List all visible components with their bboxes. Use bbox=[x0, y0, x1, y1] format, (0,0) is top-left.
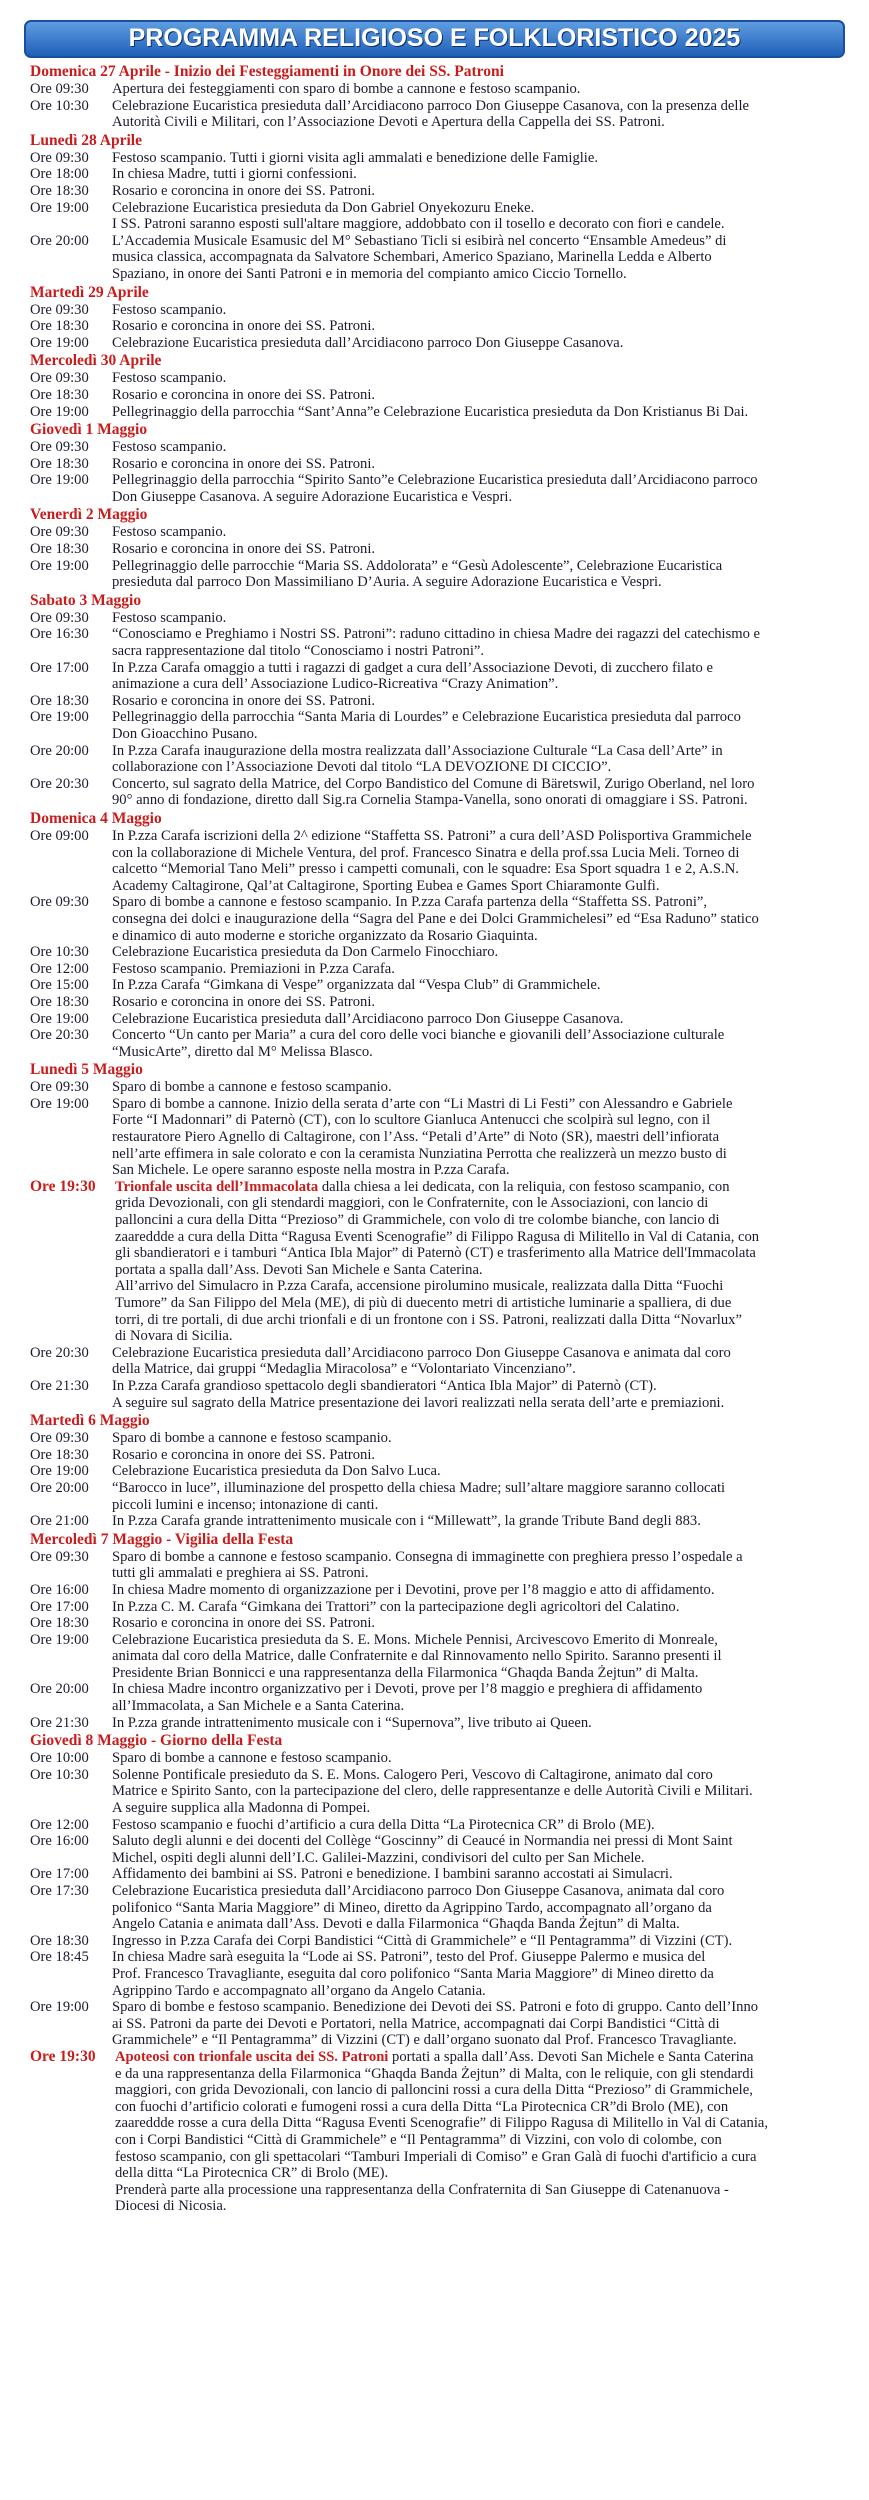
event-description bbox=[112, 1582, 850, 1599]
day-title: Giovedì 8 Maggio - Giorno della Festa bbox=[30, 1732, 283, 1750]
event-text: Festoso scampanio. Tutti i giorni visita agli ammalati e benedizione delle Famiglie. bbox=[112, 149, 598, 166]
day-title: Venerdì 2 Maggio bbox=[30, 506, 148, 524]
event-text: Rosario e coroncina in onore dei SS. Patroni. bbox=[112, 386, 376, 403]
event-time: Ore 17:00 bbox=[30, 1598, 89, 1615]
event-text: In P.zza Carafa iscrizioni della 2^ edizione “Staffetta SS. Patroni” a cura dell’ASD Polisportiva Grammichele con la collaborazione di Michele Ventura, del prof. Francesco Sinatra e della prof.ssa Lucia Meli. Torneo di calcetto “Memorial Tano Meli” presso i campetti comunali, con le squadre: Esa Sport squadra 1 e 2, A.S.N. Academy Caltagirone, Qal’at Caltagirone, Sporting Eubea e Games Sport Chiaramonte Gulfi. bbox=[112, 827, 752, 894]
event-time: Ore 12:00 bbox=[30, 1816, 89, 1833]
event-description bbox=[112, 1999, 850, 2049]
event-row bbox=[30, 335, 850, 352]
event-row bbox=[30, 318, 850, 335]
day-title: Giovedì 1 Maggio bbox=[30, 421, 148, 439]
event-time: Ore 09:30 bbox=[30, 1548, 89, 1565]
event-row bbox=[30, 1582, 850, 1599]
highlight-event-row bbox=[30, 1179, 850, 1345]
event-time: Ore 09:30 bbox=[30, 149, 89, 166]
event-description bbox=[112, 1011, 850, 1028]
event-row bbox=[30, 1027, 850, 1060]
event-text: Sparo di bombe a cannone e festoso scampanio. bbox=[112, 1079, 392, 1096]
event-row bbox=[30, 200, 850, 233]
event-row bbox=[30, 1447, 850, 1464]
event-text: “Barocco in luce”, illuminazione del prospetto della chiesa Madre; sull’altare maggiore saranno collocati piccoli lumini e incenso; intonazione di canti. bbox=[112, 1479, 726, 1513]
event-description bbox=[112, 977, 850, 994]
day-section bbox=[30, 591, 850, 809]
day-title: Sabato 3 Maggio bbox=[30, 591, 142, 609]
event-description bbox=[112, 370, 850, 387]
event-text: Pellegrinaggio della parrocchia “Spirito Santo”e Celebrazione Eucaristica presieduta dall’Arcidiacono parroco Don Giuseppe Casanova. A seguire Adorazione Eucaristica e Vespri. bbox=[112, 472, 758, 505]
event-time: Ore 16:30 bbox=[30, 626, 89, 643]
event-row bbox=[30, 1817, 850, 1834]
event-row bbox=[30, 961, 850, 978]
event-row bbox=[30, 1632, 850, 1682]
event-time: Ore 19:00 bbox=[30, 1010, 89, 1027]
event-time: Ore 17:00 bbox=[30, 659, 89, 676]
event-highlight-lead: Trionfale uscita dell’Immacolata bbox=[115, 1178, 319, 1195]
event-description bbox=[112, 150, 850, 167]
event-text: In chiesa Madre, tutti i giorni confessioni. bbox=[112, 166, 357, 183]
event-text: Rosario e coroncina in onore dei SS. Patroni. bbox=[112, 1615, 376, 1632]
day-title: Domenica 27 Aprile - Inizio dei Festeggiamenti in Onore dei SS. Patroni bbox=[30, 63, 504, 80]
event-description bbox=[112, 660, 850, 693]
event-text: “Conosciamo e Preghiamo i Nostri SS. Patroni”: raduno cittadino in chiesa Madre dei ragazzi del catechismo e sacra rappresentazione dal titolo “Conosciamo i nostri Patroni”. bbox=[112, 626, 761, 660]
event-time: Ore 16:00 bbox=[30, 1581, 89, 1598]
event-text: Sparo di bombe a cannone e festoso scampanio. In P.zza Carafa partenza della “Staffetta SS. Patroni”, consegna dei dolci e inaugurazione della “Sagra del Pane e dei Dolci Grammichelesi” ed “Esa Raduno” statico e dinamico di auto moderne e storiche organizzato da Rosario Giaquinta. bbox=[112, 894, 759, 944]
event-time: Ore 19:00 bbox=[30, 472, 89, 489]
event-row bbox=[30, 1750, 850, 1767]
event-row bbox=[30, 1866, 850, 1883]
event-description bbox=[112, 318, 850, 335]
event-time: Ore 18:00 bbox=[30, 166, 89, 183]
event-row bbox=[30, 1513, 850, 1530]
event-text: Affidamento dei bambini ai SS. Patroni e benedizione. I bambini saranno accostati ai Simulacri. bbox=[112, 1866, 673, 1883]
event-text: Rosario e coroncina in onore dei SS. Patroni. bbox=[112, 993, 376, 1010]
event-description bbox=[112, 404, 850, 421]
event-time: Ore 19:00 bbox=[30, 1095, 89, 1112]
event-description bbox=[112, 1430, 850, 1447]
event-description bbox=[112, 472, 850, 505]
event-description bbox=[112, 1447, 850, 1464]
event-row bbox=[30, 610, 850, 627]
event-time: Ore 20:30 bbox=[30, 1344, 89, 1361]
event-row bbox=[30, 524, 850, 541]
event-time: Ore 09:00 bbox=[30, 827, 89, 844]
event-text: In chiesa Madre sarà eseguita la “Lode ai SS. Patroni”, testo del Prof. Giuseppe Palermo e musica del Prof. Francesco Travagliante, eseguita dal coro polifonico “Santa Maria Maggiore” di Mineo diretto da Agrippino Tardo e accompagnato all’organo da Angelo Catania. bbox=[112, 1949, 714, 1999]
event-row bbox=[30, 660, 850, 693]
event-time: Ore 09:30 bbox=[30, 1079, 89, 1096]
event-time: Ore 20:00 bbox=[30, 1681, 89, 1698]
event-row bbox=[30, 1430, 850, 1447]
event-row bbox=[30, 1681, 850, 1714]
event-time: Ore 12:00 bbox=[30, 960, 89, 977]
event-row bbox=[30, 1599, 850, 1616]
event-time: Ore 21:30 bbox=[30, 1714, 89, 1731]
event-row bbox=[30, 166, 850, 183]
event-text: In P.zza Carafa grande intrattenimento musicale con i “Millewatt”, la grande Tribute Band degli 883. bbox=[112, 1513, 701, 1530]
event-text: Solenne Pontificale presieduto da S. E. Mons. Calogero Peri, Vescovo di Caltagirone, animato dal coro Matrice e Spirito Santo, con la partecipazione del clero, delle rappresentanze e delle Autorità Civili e Militari. A seguire supplica alla Madonna di Pompei. bbox=[112, 1766, 753, 1817]
event-row bbox=[30, 1345, 850, 1378]
event-row bbox=[30, 1378, 850, 1411]
event-time: Ore 18:30 bbox=[30, 386, 89, 403]
event-description bbox=[112, 776, 850, 809]
event-text: Pellegrinaggio della parrocchia “Sant’Anna”e Celebrazione Eucaristica presieduta da Don Kristianus Bi Dai. bbox=[112, 403, 749, 420]
event-time: Ore 20:30 bbox=[30, 1027, 89, 1044]
day-section bbox=[30, 1530, 850, 1732]
event-description bbox=[112, 1817, 850, 1834]
event-description bbox=[112, 1378, 850, 1411]
event-text: Pellegrinaggio della parrocchia “Santa Maria di Lourdes” e Celebrazione Eucaristica presieduta dal parroco Don Gioacchino Pusano. bbox=[112, 709, 741, 742]
event-text: In P.zza Carafa “Gimkana di Vespe” organizzata dal “Vespa Club” di Grammichele. bbox=[112, 977, 601, 994]
event-row bbox=[30, 472, 850, 505]
day-title: Domenica 4 Maggio bbox=[30, 809, 162, 827]
event-row bbox=[30, 709, 850, 742]
event-time: Ore 19:00 bbox=[30, 199, 89, 216]
event-row bbox=[30, 944, 850, 961]
event-description bbox=[112, 1513, 850, 1530]
event-row bbox=[30, 1715, 850, 1732]
event-description bbox=[112, 1883, 850, 1933]
event-text: Celebrazione Eucaristica presieduta dall’Arcidiacono parroco Don Giuseppe Casanova. bbox=[112, 334, 624, 351]
event-description bbox=[112, 1750, 850, 1767]
event-time: Ore 18:30 bbox=[30, 541, 89, 558]
event-row bbox=[30, 81, 850, 98]
event-time: Ore 18:30 bbox=[30, 182, 89, 199]
event-row bbox=[30, 456, 850, 473]
event-time: Ore 09:30 bbox=[30, 524, 89, 541]
event-description bbox=[112, 166, 850, 183]
event-row bbox=[30, 98, 850, 131]
event-text: Rosario e coroncina in onore dei SS. Patroni. bbox=[112, 1446, 376, 1463]
event-text: Rosario e coroncina in onore dei SS. Patroni. bbox=[112, 182, 376, 199]
event-description bbox=[112, 541, 850, 558]
event-row bbox=[30, 1549, 850, 1582]
event-time: Ore 19:00 bbox=[30, 557, 89, 574]
day-section bbox=[30, 283, 850, 352]
event-row bbox=[30, 387, 850, 404]
event-description bbox=[112, 1933, 850, 1950]
event-time: Ore 19:00 bbox=[30, 403, 89, 420]
event-text: Celebrazione Eucaristica presieduta da Don Gabriel Onyekozuru Eneke. I SS. Patroni saranno esposti sull'altare maggiore, addobbato con il tosello e decorato con fiori e candele. bbox=[112, 199, 725, 233]
event-text: Ingresso in P.zza Carafa dei Corpi Bandistici “Città di Grammichele” e “Il Pentagramma” di Vizzini (CT). bbox=[112, 1932, 733, 1949]
day-section bbox=[30, 1731, 850, 2215]
event-description bbox=[112, 1463, 850, 1480]
event-row bbox=[30, 558, 850, 591]
event-time: Ore 19:30 bbox=[30, 1177, 96, 1195]
event-highlight-lead: Apoteosi con trionfale uscita dei SS. Patroni bbox=[115, 2048, 389, 2065]
event-row bbox=[30, 1883, 850, 1933]
event-time: Ore 09:30 bbox=[30, 301, 89, 318]
event-description bbox=[112, 693, 850, 710]
event-text: Saluto degli alunni e dei docenti del Collège “Goscinny” di Ceaucé in Normandia nei pressi di Mont Saint Michel, ospiti degli alunni dell’I.C. Galilei-Mazzini, condivisori del culto per San Michele. bbox=[112, 1833, 733, 1866]
event-row bbox=[30, 626, 850, 659]
day-title: Lunedì 28 Aprile bbox=[30, 131, 142, 149]
event-row bbox=[30, 302, 850, 319]
event-time: Ore 19:30 bbox=[30, 2047, 96, 2065]
event-description bbox=[112, 558, 850, 591]
event-row bbox=[30, 994, 850, 1011]
day-section bbox=[30, 1060, 850, 1411]
event-description bbox=[112, 439, 850, 456]
event-time: Ore 10:30 bbox=[30, 97, 89, 114]
event-row bbox=[30, 1463, 850, 1480]
day-title: Mercoledì 30 Aprile bbox=[30, 352, 162, 370]
program-title-banner bbox=[24, 20, 845, 58]
event-description bbox=[112, 456, 850, 473]
event-description bbox=[112, 81, 850, 98]
event-description bbox=[112, 743, 850, 776]
event-time: Ore 17:00 bbox=[30, 1866, 89, 1883]
event-text: In P.zza C. M. Carafa “Gimkana dei Trattori” con la partecipazione degli agricoltori del Calatino. bbox=[112, 1598, 680, 1615]
event-row bbox=[30, 693, 850, 710]
event-text: In P.zza Carafa omaggio a tutti i ragazzi di gadget a cura dell’Associazione Devoti, di zucchero filato e animazione a cura dell’ Associazione Ludico-Ricreativa “Crazy Animation”. bbox=[112, 659, 713, 693]
event-time: Ore 18:30 bbox=[30, 1932, 89, 1949]
event-text: dalla chiesa a lei dedicata, con la reliquia, con festoso scampanio, con grida Devozionali, con gli stendardi maggiori, con le Confraternite, con le Associazioni, con lancio di palloncini a cura della Ditta “Prezioso” di Grammichele, con volo di tre colombe bianche, con lancio di zaareddde a cura della Ditta “Ragusa Eventi Scenografie” di Filippo Ragusa di Militello in Val di Catania, con gli sbandieratori e i tamburi “Antica Ibla Major” di Paternò (CT) e trasferimento alla Matrice dell'Immacolata portata a spalla dall’Ass. Devoti San Michele e Santa Caterina. All’arrivo del Simulacro in P.zza Carafa, accensione pirolumino musicale, realizzata dalla Ditta “Fuochi Tumore” da San Filippo del Mela (ME), di più di duecento metri di artistiche luminarie a spalliera, di due torri, di tre portali, di due archi trionfali e di un frontone con i SS. Patroni, realizzati dalla Ditta “Novarlux” di Novara di Sicilia. bbox=[115, 1178, 760, 1345]
day-title: Mercoledì 7 Maggio - Vigilia della Festa bbox=[30, 1530, 294, 1548]
day-section bbox=[30, 1411, 850, 1530]
event-description bbox=[112, 1715, 850, 1732]
event-description bbox=[112, 302, 850, 319]
event-text: Festoso scampanio. bbox=[112, 301, 227, 318]
event-text: portati a spalla dall’Ass. Devoti San Michele e Santa Caterina e da una rappresentanza della Filarmonica “Għaqda Banda Żejtun” di Malta, con le reliquie, con gli stendardi maggiori, con grida Devozionali, con lancio di palloncini rossi a cura della Ditta “Prezioso” di Grammichele, con fuochi d’artificio colorati e fumogeni rossi a cura della Ditta “La Pirotecnica CR”di Brolo (ME), con zaareddde rosse a cura della Ditta “Ragusa Eventi Scenografie” di Filippo Ragusa di Militello in Val di Catania, con i Corpi Bandistici “Città di Grammichele” e “Il Pentagramma” di Vizzini, con volo di colombe, con festoso scampanio, con gli spettacolari “Tamburi Imperiali di Comiso” e Gran Galà di fuochi d'artificio a cura della ditta “La Pirotecnica CR” di Brolo (ME). Prenderà parte alla processione una rappresentanza della Confraternita di San Giuseppe di Catenanuova - Diocesi di Nicosia. bbox=[115, 2048, 769, 2215]
event-text: Rosario e coroncina in onore dei SS. Patroni. bbox=[112, 541, 376, 558]
event-time: Ore 10:30 bbox=[30, 944, 89, 961]
event-time: Ore 17:30 bbox=[30, 1883, 89, 1899]
event-time: Ore 16:00 bbox=[30, 1833, 89, 1850]
event-time: Ore 09:30 bbox=[30, 81, 89, 97]
event-description bbox=[112, 1866, 850, 1883]
day-section bbox=[30, 420, 850, 505]
event-description bbox=[112, 626, 850, 659]
event-text: In P.zza Carafa grandioso spettacolo degli sbandieratori “Antica Ibla Major” di Paternò (CT). A seguire sul sagrato della Matrice presentazione dei lavori realizzati nella serata dell’arte e premiazioni. bbox=[112, 1377, 725, 1411]
event-text: Celebrazione Eucaristica presieduta da S. E. Mons. Michele Pennisi, Arcivescovo Emerito di Monreale, animata dal coro della Matrice, dalle Confraternite e dal Rinnovamento nello Spirito. Saranno presenti il Presidente Brian Bonnicci e una rappresentanza della Filarmonica “Għaqda Banda Żejtun” di Malta. bbox=[112, 1631, 722, 1681]
event-time: Ore 09:30 bbox=[30, 439, 89, 456]
event-description bbox=[112, 387, 850, 404]
event-row bbox=[30, 776, 850, 809]
event-row bbox=[30, 894, 850, 944]
event-time: Ore 18:30 bbox=[30, 993, 89, 1010]
event-description bbox=[112, 610, 850, 627]
event-time: Ore 19:00 bbox=[30, 709, 89, 726]
event-text: In P.zza Carafa inaugurazione della mostra realizzata dall’Associazione Culturale “La Casa dell’Arte” in collaborazione con l’Associazione Devoti dal titolo “LA DEVOZIONE DI CICCIO”. bbox=[112, 742, 723, 776]
event-text: Rosario e coroncina in onore dei SS. Patroni. bbox=[112, 692, 376, 709]
event-text: Celebrazione Eucaristica presieduta da Don Carmelo Finocchiaro. bbox=[112, 944, 499, 961]
event-row bbox=[30, 977, 850, 994]
event-description bbox=[112, 1632, 850, 1682]
event-text: Festoso scampanio e fuochi d’artificio a cura della Ditta “La Pirotecnica CR” di Brolo (ME). bbox=[112, 1816, 655, 1833]
event-description bbox=[112, 1767, 850, 1817]
event-row bbox=[30, 1096, 850, 1179]
event-description bbox=[112, 709, 850, 742]
event-time: Ore 10:00 bbox=[30, 1750, 89, 1767]
event-text: Celebrazione Eucaristica presieduta da Don Salvo Luca. bbox=[112, 1463, 441, 1480]
event-description bbox=[112, 233, 850, 283]
event-text: Concerto “Un canto per Maria” a cura del coro delle voci bianche e giovanili dell’Associazione culturale “MusicArte”, diretto dal M° Melissa Blasco. bbox=[112, 1027, 725, 1060]
event-description bbox=[112, 1079, 850, 1096]
event-text: Sparo di bombe a cannone e festoso scampanio. bbox=[112, 1750, 392, 1767]
event-time: Ore 09:30 bbox=[30, 370, 89, 387]
event-row bbox=[30, 1079, 850, 1096]
event-text: Festoso scampanio. Premiazioni in P.zza Carafa. bbox=[112, 960, 395, 977]
event-description bbox=[112, 961, 850, 978]
event-text: Celebrazione Eucaristica presieduta dall’Arcidiacono parroco Don Giuseppe Casanova. bbox=[112, 1010, 624, 1027]
event-text: Sparo di bombe e festoso scampanio. Benedizione dei Devoti dei SS. Patroni e foto di gruppo. Canto dell’Inno ai SS. Patroni da parte dei Devoti e Portatori, nella Matrice, accompagnati dai Corpi Bandistici “Città di Grammichele” e “Il Pentagramma” di Vizzini (CT) e dall’organo suonato dal Prof. Francesco Travagliante. bbox=[112, 1999, 759, 2049]
event-row bbox=[30, 541, 850, 558]
event-time: Ore 10:30 bbox=[30, 1766, 89, 1783]
event-text: Pellegrinaggio delle parrocchie “Maria SS. Addolorata” e “Gesù Adolescente”, Celebrazione Eucaristica presieduta dal parroco Don Massimiliano D’Auria. A seguire Adorazione Eucaristica e Vespri. bbox=[112, 557, 723, 591]
event-text: Celebrazione Eucaristica presieduta dall’Arcidiacono parroco Don Giuseppe Casanova, con la presenza delle Autorità Civili e Militari, con l’Associazione Devoti e Apertura della Cappella dei SS. Patroni. bbox=[112, 97, 749, 131]
event-time: Ore 20:30 bbox=[30, 775, 89, 792]
event-time: Ore 18:30 bbox=[30, 455, 89, 472]
day-section bbox=[30, 351, 850, 420]
event-row bbox=[30, 1833, 850, 1866]
event-description bbox=[112, 183, 850, 200]
event-text: Festoso scampanio. bbox=[112, 609, 227, 626]
event-description bbox=[112, 1615, 850, 1632]
event-description bbox=[112, 1949, 850, 1999]
event-time: Ore 09:30 bbox=[30, 1430, 89, 1447]
highlight-event-row bbox=[30, 2049, 850, 2215]
event-description bbox=[115, 1179, 850, 1345]
event-time: Ore 18:30 bbox=[30, 1615, 89, 1632]
day-section bbox=[30, 131, 850, 283]
event-description bbox=[112, 1096, 850, 1179]
event-time: Ore 18:30 bbox=[30, 692, 89, 709]
event-time: Ore 19:00 bbox=[30, 1463, 89, 1480]
event-description bbox=[112, 894, 850, 944]
event-text: Sparo di bombe a cannone e festoso scampanio. bbox=[112, 1430, 392, 1447]
event-row bbox=[30, 1999, 850, 2049]
event-text: Celebrazione Eucaristica presieduta dall’Arcidiacono parroco Don Giuseppe Casanova e animata dal coro della Matrice, dai gruppi “Medaglia Miracolosa” e “Volontariato Vincenziano”. bbox=[112, 1344, 731, 1378]
event-text: Concerto, sul sagrato della Matrice, del Corpo Bandistico del Comune di Bäretswil, Zurigo Oberland, nel loro 90° anno di fondazione, diretto dall Sig.ra Cornelia Stampa-Vanella, sono onorati di omaggiare i SS. Patroni. bbox=[112, 775, 755, 809]
event-row bbox=[30, 150, 850, 167]
event-text: Rosario e coroncina in onore dei SS. Patroni. bbox=[112, 455, 376, 472]
event-row bbox=[30, 439, 850, 456]
day-title: Lunedì 5 Maggio bbox=[30, 1061, 143, 1079]
day-title: Martedì 6 Maggio bbox=[30, 1412, 150, 1430]
event-time: Ore 20:00 bbox=[30, 232, 89, 249]
event-time: Ore 15:00 bbox=[30, 977, 89, 994]
event-description bbox=[112, 828, 850, 894]
event-time: Ore 19:00 bbox=[30, 334, 89, 351]
event-description bbox=[112, 1549, 850, 1582]
day-section bbox=[30, 62, 850, 131]
event-row bbox=[30, 1949, 850, 1999]
event-description bbox=[112, 1681, 850, 1714]
day-section bbox=[30, 809, 850, 1060]
event-time: Ore 20:00 bbox=[30, 742, 89, 759]
event-time: Ore 20:00 bbox=[30, 1479, 89, 1496]
event-description bbox=[112, 335, 850, 352]
event-description bbox=[112, 1027, 850, 1060]
event-text: Festoso scampanio. bbox=[112, 370, 227, 387]
event-description bbox=[112, 524, 850, 541]
event-row bbox=[30, 1933, 850, 1950]
event-row bbox=[30, 370, 850, 387]
event-row bbox=[30, 1480, 850, 1513]
event-description bbox=[112, 1480, 850, 1513]
program-title: PROGRAMMA RELIGIOSO E FOLKLORISTICO 2025 bbox=[128, 24, 741, 52]
event-time: Ore 21:00 bbox=[30, 1513, 89, 1530]
event-description bbox=[112, 994, 850, 1011]
event-description bbox=[112, 200, 850, 233]
event-row bbox=[30, 828, 850, 894]
program-list bbox=[30, 62, 850, 2215]
day-section bbox=[30, 505, 850, 590]
event-text: In chiesa Madre momento di organizzazione per i Devotini, prove per l’8 maggio e atto di affidamento. bbox=[112, 1581, 715, 1598]
event-row bbox=[30, 743, 850, 776]
event-text: Apertura dei festeggiamenti con sparo di bombe a cannone e festoso scampanio. bbox=[112, 81, 581, 97]
event-text: Celebrazione Eucaristica presieduta dall’Arcidiacono parroco Don Giuseppe Casanova, animata dal coro polifonico “Santa Maria Maggiore” di Mineo, diretto da Agrippino Tardo, accompagnato all’organo da Angelo Catania e animata dall’Ass. Devoti e dalla Filarmonica “Għaqda Banda Żejtun” di Malta. bbox=[112, 1883, 725, 1933]
event-time: Ore 18:30 bbox=[30, 318, 89, 335]
event-description bbox=[112, 1345, 850, 1378]
event-text: Sparo di bombe a cannone. Inizio della serata d’arte con “Li Mastri di Li Festi” con Alessandro e Gabriele Forte “I Madonnari” di Paternò (CT), con lo scultore Gianluca Antenucci che scolpirà sul legno, con il restauratore Piero Agnello di Caltagirone, con l’Ass. “Petali d’Arte” di Noto (SR), maestri dell’infiorata nell’arte effimera in sale colorato e con la ceramista Nunziatina Perrotta che realizzerà un mezzo busto di San Michele. Le opere saranno esposte nella mostra in P.zza Carafa. bbox=[112, 1095, 733, 1179]
event-text: Festoso scampanio. bbox=[112, 524, 227, 541]
event-text: L’Accademia Musicale Esamusic del M° Sebastiano Ticli si esibirà nel concerto “Ensamble Amedeus” di musica classica, accompagnata da Salvatore Schembari, Americo Spaziano, Marinella Ledda e Alberto Spaziano, in onore dei Santi Patroni e in memoria del compianto amico Ciccio Tornello. bbox=[112, 232, 727, 282]
event-row bbox=[30, 183, 850, 200]
event-time: Ore 21:30 bbox=[30, 1377, 89, 1394]
event-time: Ore 18:30 bbox=[30, 1446, 89, 1463]
event-text: In P.zza grande intrattenimento musicale con i “Supernova”, live tributo ai Queen. bbox=[112, 1714, 592, 1731]
event-text: Festoso scampanio. bbox=[112, 439, 227, 456]
event-description bbox=[112, 1833, 850, 1866]
event-text: Rosario e coroncina in onore dei SS. Patroni. bbox=[112, 318, 376, 335]
event-row bbox=[30, 233, 850, 283]
event-row bbox=[30, 1011, 850, 1028]
event-row bbox=[30, 404, 850, 421]
event-row bbox=[30, 1615, 850, 1632]
event-time: Ore 18:45 bbox=[30, 1949, 89, 1966]
event-time: Ore 19:00 bbox=[30, 1999, 89, 2016]
day-title: Martedì 29 Aprile bbox=[30, 283, 149, 301]
event-time: Ore 19:00 bbox=[30, 1631, 89, 1648]
event-time: Ore 09:30 bbox=[30, 609, 89, 626]
event-description bbox=[112, 944, 850, 961]
event-description bbox=[115, 2049, 850, 2215]
event-text: In chiesa Madre incontro organizzativo per i Devoti, prove per l’8 maggio e preghiera di affidamento all’Immacolata, a San Michele e a Santa Caterina. bbox=[112, 1681, 703, 1715]
event-row bbox=[30, 1767, 850, 1817]
event-description bbox=[112, 98, 850, 131]
event-text: Sparo di bombe a cannone e festoso scampanio. Consegna di immaginette con preghiera presso l’ospedale a tutti gli ammalati e preghiera ai SS. Patroni. bbox=[112, 1548, 743, 1582]
event-description bbox=[112, 1599, 850, 1616]
event-time: Ore 09:30 bbox=[30, 894, 89, 911]
